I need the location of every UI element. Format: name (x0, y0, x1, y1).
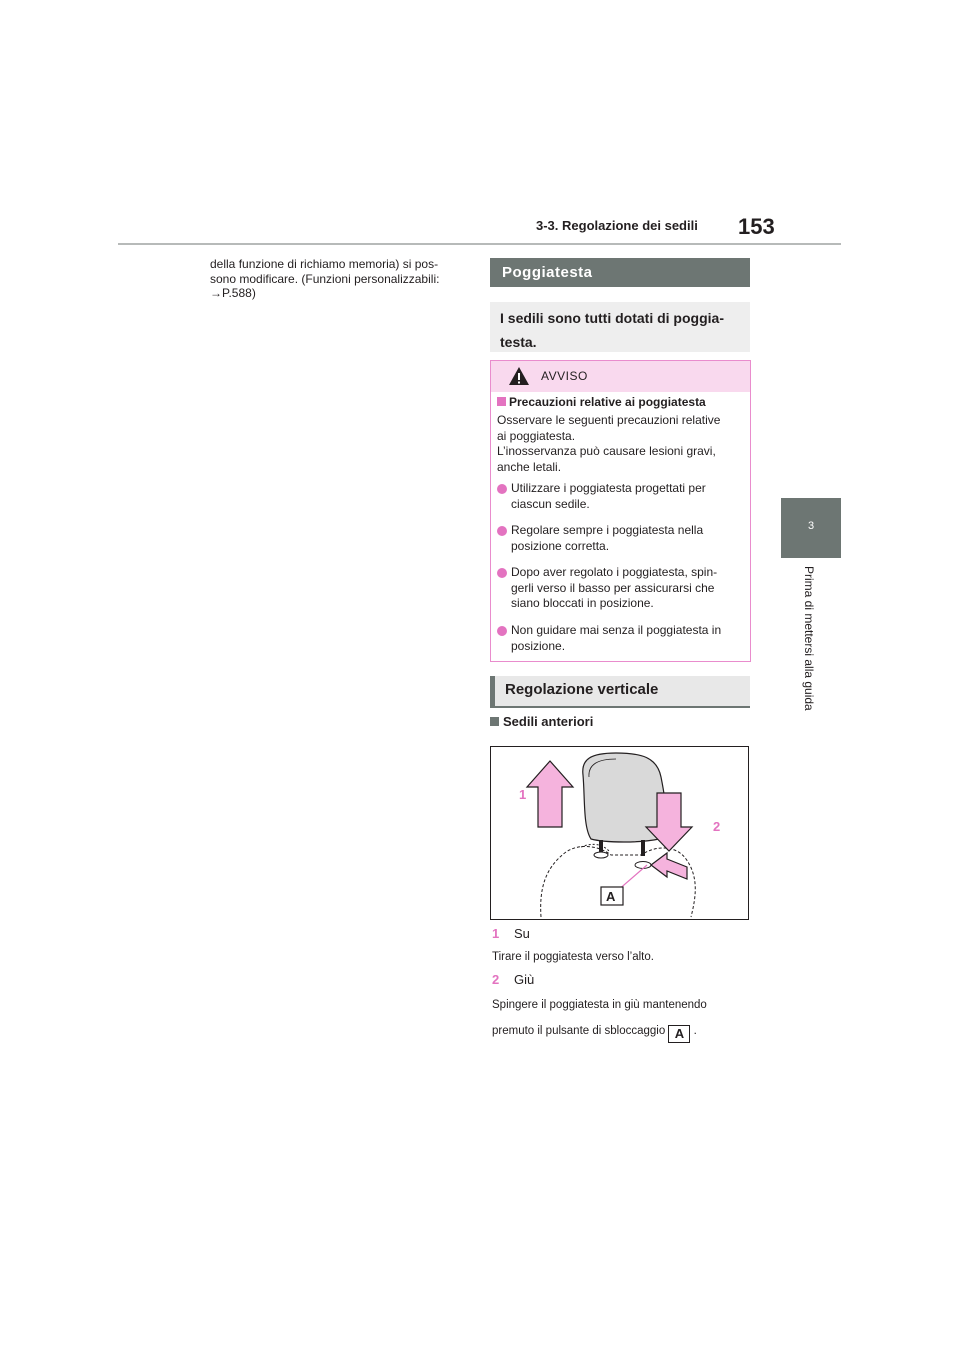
warning-item (497, 523, 742, 554)
warning-line: Osservare le seguenti precauzioni relative (497, 413, 721, 427)
step-1-description: Tirare il poggiatesta verso l’alto. (492, 951, 654, 963)
warning-subtitle-text: Precauzioni relative ai poggiatesta (509, 395, 706, 409)
warning-header (491, 361, 750, 392)
chapter-label-text: Prima di mettersi alla guida (802, 566, 816, 711)
figure-label-2: 2 (713, 819, 721, 834)
lead-box (490, 302, 750, 352)
lead-line: testa. (500, 334, 537, 350)
warning-triangle-icon (508, 366, 530, 386)
step-2-title (492, 972, 534, 987)
circle-bullet-icon (497, 484, 507, 494)
intro-paragraph (210, 257, 470, 301)
section-heading: Poggiatesta (490, 258, 750, 287)
step-title: Giù (514, 972, 535, 987)
step-desc-line (492, 1018, 752, 1044)
circle-bullet-icon (497, 626, 507, 636)
step-desc-line: Spingere il poggiatesta in giù mantenendo (492, 999, 707, 1011)
warning-line: ai poggiatesta. (497, 428, 576, 443)
warning-label: AVVISO (541, 369, 588, 383)
intro-line: sono modificare. (Funzioni personalizzabili: (210, 271, 440, 286)
headrest-illustration (490, 746, 749, 920)
figure-label-a: A (606, 889, 616, 904)
chapter-tab (781, 498, 841, 558)
subheading-text: Sedili anteriori (503, 714, 594, 729)
subheading (490, 714, 593, 729)
chapter-label (802, 566, 816, 736)
square-bullet-icon (497, 397, 506, 406)
intro-line: →P.588) (210, 286, 256, 300)
circle-bullet-icon (497, 568, 507, 578)
circle-bullet-icon (497, 526, 507, 536)
chapter-number: 3 (807, 520, 815, 532)
step-1-title (492, 926, 530, 941)
warning-item (497, 565, 742, 612)
warning-item-line: Dopo aver regolato i poggiatesta, spin- (511, 565, 718, 579)
warning-item-line: gerli verso il basso per assicurarsi che (511, 580, 715, 595)
headrest-drawing (491, 747, 748, 919)
warning-item (497, 481, 742, 512)
warning-item-line: Regolare sempre i poggiatesta nella (511, 523, 704, 537)
warning-line: L’inosservanza può causare lesioni gravi, (497, 444, 716, 458)
subsection-heading: Regolazione verticale (490, 676, 750, 706)
square-bullet-icon (490, 717, 499, 726)
step-title: Su (514, 926, 530, 941)
warning-item-line: Non guidare mai senza il poggiatesta in (511, 623, 722, 637)
step-2-description (492, 992, 752, 1044)
warning-box (490, 360, 751, 662)
figure-label-1: 1 (519, 787, 527, 802)
lead-line: I sedili sono tutti dotati di poggia- (500, 310, 724, 326)
warning-item-line: Utilizzare i poggiatesta progettati per (511, 481, 706, 495)
warning-paragraph (497, 413, 745, 475)
section-title: 3-3. Regolazione dei sedili (536, 218, 698, 233)
step-desc-text: premuto il pulsante di sbloccaggio (492, 1025, 666, 1037)
warning-item-line: ciascun sedile. (511, 496, 590, 511)
warning-item-line: siano bloccati in posizione. (511, 596, 654, 610)
warning-subtitle (497, 395, 706, 409)
header-divider (118, 243, 841, 245)
step-number: 1 (492, 926, 500, 941)
step-desc-end: . (693, 1025, 697, 1037)
step-number: 2 (492, 972, 500, 987)
intro-line: della funzione di richiamo memoria) si pos- (210, 257, 439, 271)
warning-item (497, 623, 742, 654)
warning-item-line: posizione. (511, 638, 566, 653)
page-number: 153 (738, 214, 775, 239)
warning-item-line: posizione corretta. (511, 538, 610, 553)
warning-line: anche letali. (497, 459, 562, 474)
release-button-key: A (668, 1025, 690, 1043)
